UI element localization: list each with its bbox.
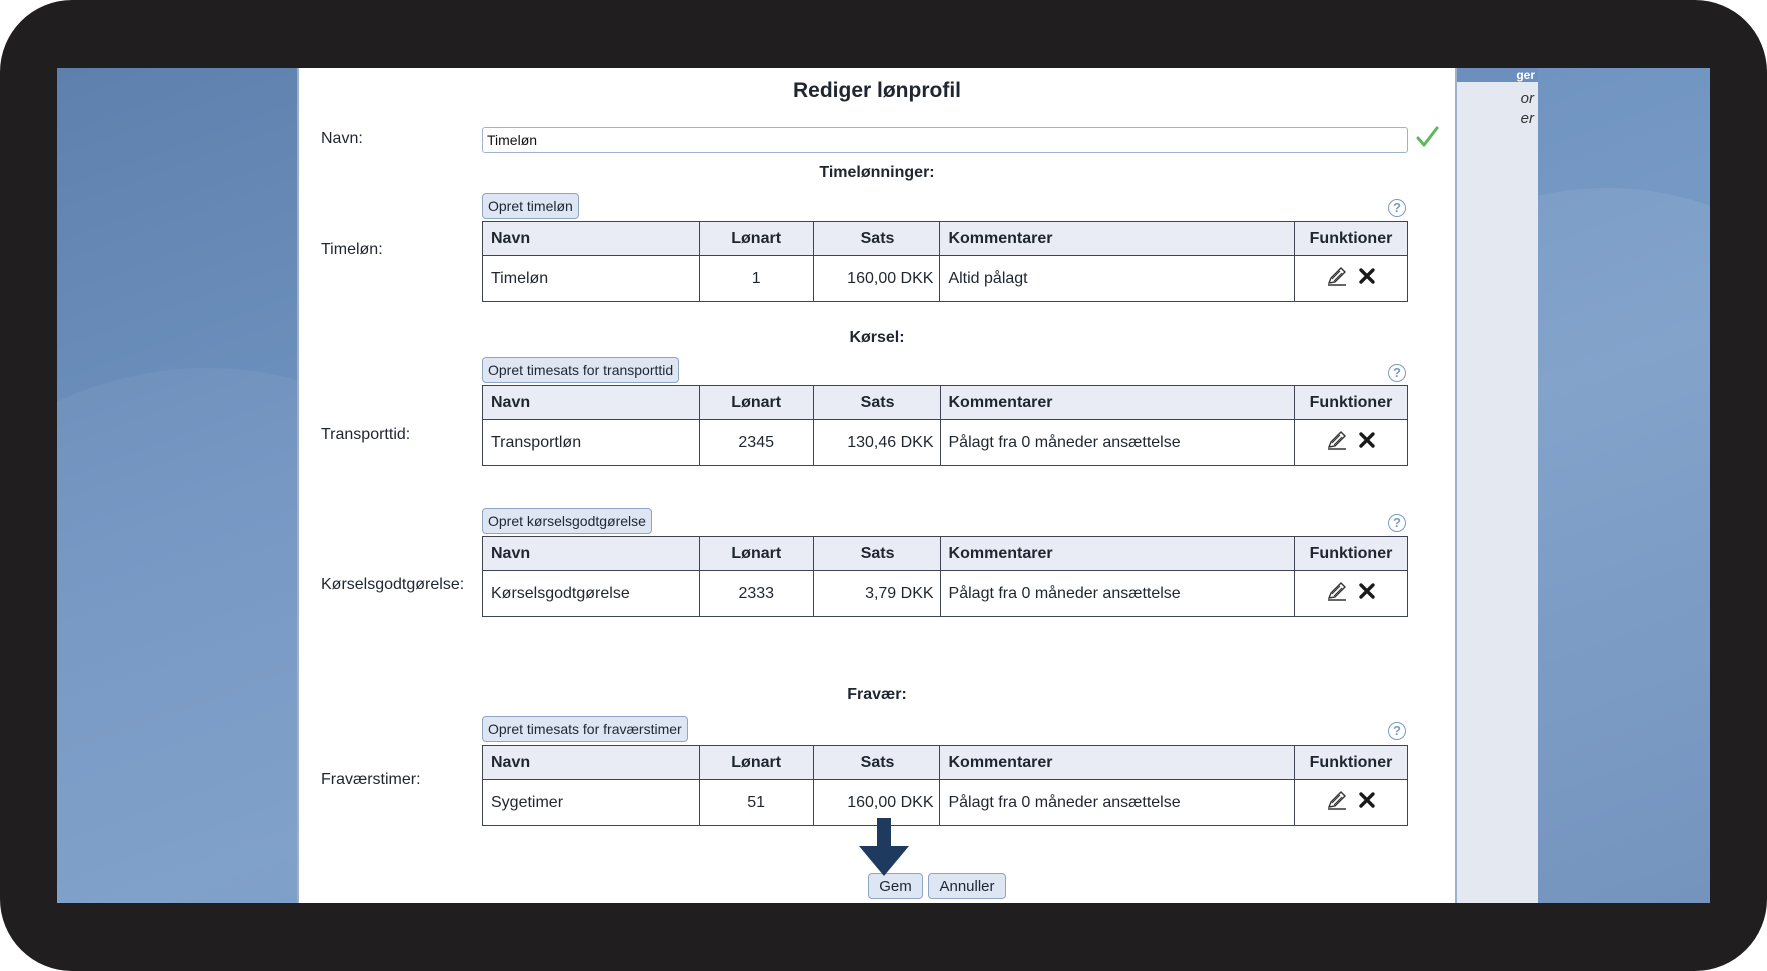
- table-header-row: [483, 222, 1408, 256]
- help-icon[interactable]: ?: [1388, 514, 1406, 532]
- background-window-text: er: [1520, 110, 1534, 127]
- column-header-sats: Sats: [813, 386, 940, 420]
- name-label: Navn:: [321, 130, 363, 147]
- column-header-navn: Navn: [483, 746, 700, 780]
- transport-table: [482, 385, 1408, 466]
- column-header-navn: Navn: [483, 222, 700, 256]
- table-header-row: [483, 386, 1408, 420]
- desktop-screen: [57, 68, 1710, 903]
- column-header-kommentarer: Kommentarer: [940, 537, 1294, 571]
- hourly-wage-table: [482, 221, 1408, 302]
- cell-sats: 160,00 DKK: [813, 780, 940, 826]
- cell-lonart: 51: [699, 780, 813, 826]
- create-absence-rate-button[interactable]: Opret timesats for fraværstimer: [482, 716, 688, 742]
- cell-kommentar: Pålagt fra 0 måneder ansættelse: [940, 571, 1294, 617]
- table-row: [483, 780, 1408, 826]
- column-header-sats: Sats: [813, 222, 940, 256]
- close-icon[interactable]: [1358, 431, 1376, 449]
- create-mileage-allowance-button[interactable]: Opret kørselsgodtgørelse: [482, 508, 652, 534]
- arrow-down-icon: [857, 818, 911, 880]
- column-header-navn: Navn: [483, 537, 700, 571]
- create-hourly-wage-button[interactable]: Opret timeløn: [482, 193, 579, 219]
- section-title-timeloenninger: Timelønninger:: [819, 164, 935, 181]
- column-header-funktioner: Funktioner: [1294, 386, 1407, 420]
- column-header-kommentarer: Kommentarer: [940, 746, 1295, 780]
- background-window-text: or: [1520, 90, 1534, 107]
- table-row: [483, 571, 1408, 617]
- mileage-allowance-label: Kørselsgodtgørelse:: [321, 576, 465, 593]
- pencil-icon[interactable]: [1326, 790, 1348, 810]
- section-title-fravaer: Fravær:: [847, 686, 907, 703]
- mileage-allowance-table: [482, 536, 1408, 617]
- column-header-funktioner: Funktioner: [1295, 537, 1408, 571]
- absence-table: [482, 745, 1408, 826]
- cell-lonart: 1: [699, 256, 813, 302]
- name-input[interactable]: [482, 127, 1408, 153]
- transport-time-label: Transporttid:: [321, 426, 411, 443]
- section-title-koersel: Kørsel:: [849, 329, 905, 346]
- help-icon[interactable]: ?: [1388, 364, 1406, 382]
- pencil-icon[interactable]: [1326, 266, 1348, 286]
- column-header-sats: Sats: [813, 746, 940, 780]
- table-row: [483, 256, 1408, 302]
- column-header-lonart: Lønart: [699, 537, 813, 571]
- absence-hours-label: Fraværstimer:: [321, 771, 421, 788]
- column-header-kommentarer: Kommentarer: [940, 222, 1295, 256]
- cell-funktioner: [1295, 571, 1408, 617]
- close-icon[interactable]: [1358, 791, 1376, 809]
- column-header-sats: Sats: [813, 537, 940, 571]
- cell-navn: Kørselsgodtgørelse: [483, 571, 700, 617]
- column-header-lonart: Lønart: [699, 746, 813, 780]
- cell-sats: 3,79 DKK: [813, 571, 940, 617]
- dialog-title: Rediger lønprofil: [793, 79, 961, 102]
- background-window-tab: ger: [1448, 68, 1538, 82]
- cell-funktioner: [1294, 420, 1407, 466]
- cell-navn: Sygetimer: [483, 780, 700, 826]
- help-icon[interactable]: ?: [1388, 199, 1406, 217]
- cell-lonart: 2345: [699, 420, 813, 466]
- column-header-funktioner: Funktioner: [1294, 222, 1407, 256]
- save-button[interactable]: Gem: [868, 873, 923, 899]
- edit-salary-profile-dialog: [297, 68, 1457, 903]
- cell-funktioner: [1295, 780, 1408, 826]
- pencil-icon[interactable]: [1326, 430, 1348, 450]
- column-header-kommentarer: Kommentarer: [940, 386, 1294, 420]
- table-header-row: [483, 746, 1408, 780]
- column-header-lonart: Lønart: [699, 222, 813, 256]
- column-header-funktioner: Funktioner: [1295, 746, 1408, 780]
- column-header-lonart: Lønart: [699, 386, 813, 420]
- cell-lonart: 2333: [699, 571, 813, 617]
- cancel-button[interactable]: Annuller: [928, 873, 1006, 899]
- cell-kommentar: Pålagt fra 0 måneder ansættelse: [940, 420, 1294, 466]
- cell-sats: 130,46 DKK: [813, 420, 940, 466]
- cell-funktioner: [1294, 256, 1407, 302]
- cell-sats: 160,00 DKK: [813, 256, 940, 302]
- close-icon[interactable]: [1358, 582, 1376, 600]
- cell-navn: Transportløn: [483, 420, 700, 466]
- cell-navn: Timeløn: [483, 256, 700, 302]
- cell-kommentar: Altid pålagt: [940, 256, 1295, 302]
- pencil-icon[interactable]: [1326, 581, 1348, 601]
- column-header-navn: Navn: [483, 386, 700, 420]
- check-icon: [1415, 124, 1439, 150]
- hourly-wage-label: Timeløn:: [321, 241, 383, 258]
- cell-kommentar: Pålagt fra 0 måneder ansættelse: [940, 780, 1295, 826]
- close-icon[interactable]: [1358, 267, 1376, 285]
- background-window: [1447, 68, 1538, 903]
- help-icon[interactable]: ?: [1388, 722, 1406, 740]
- create-transport-rate-button[interactable]: Opret timesats for transporttid: [482, 357, 679, 383]
- table-row: [483, 420, 1408, 466]
- table-header-row: [483, 537, 1408, 571]
